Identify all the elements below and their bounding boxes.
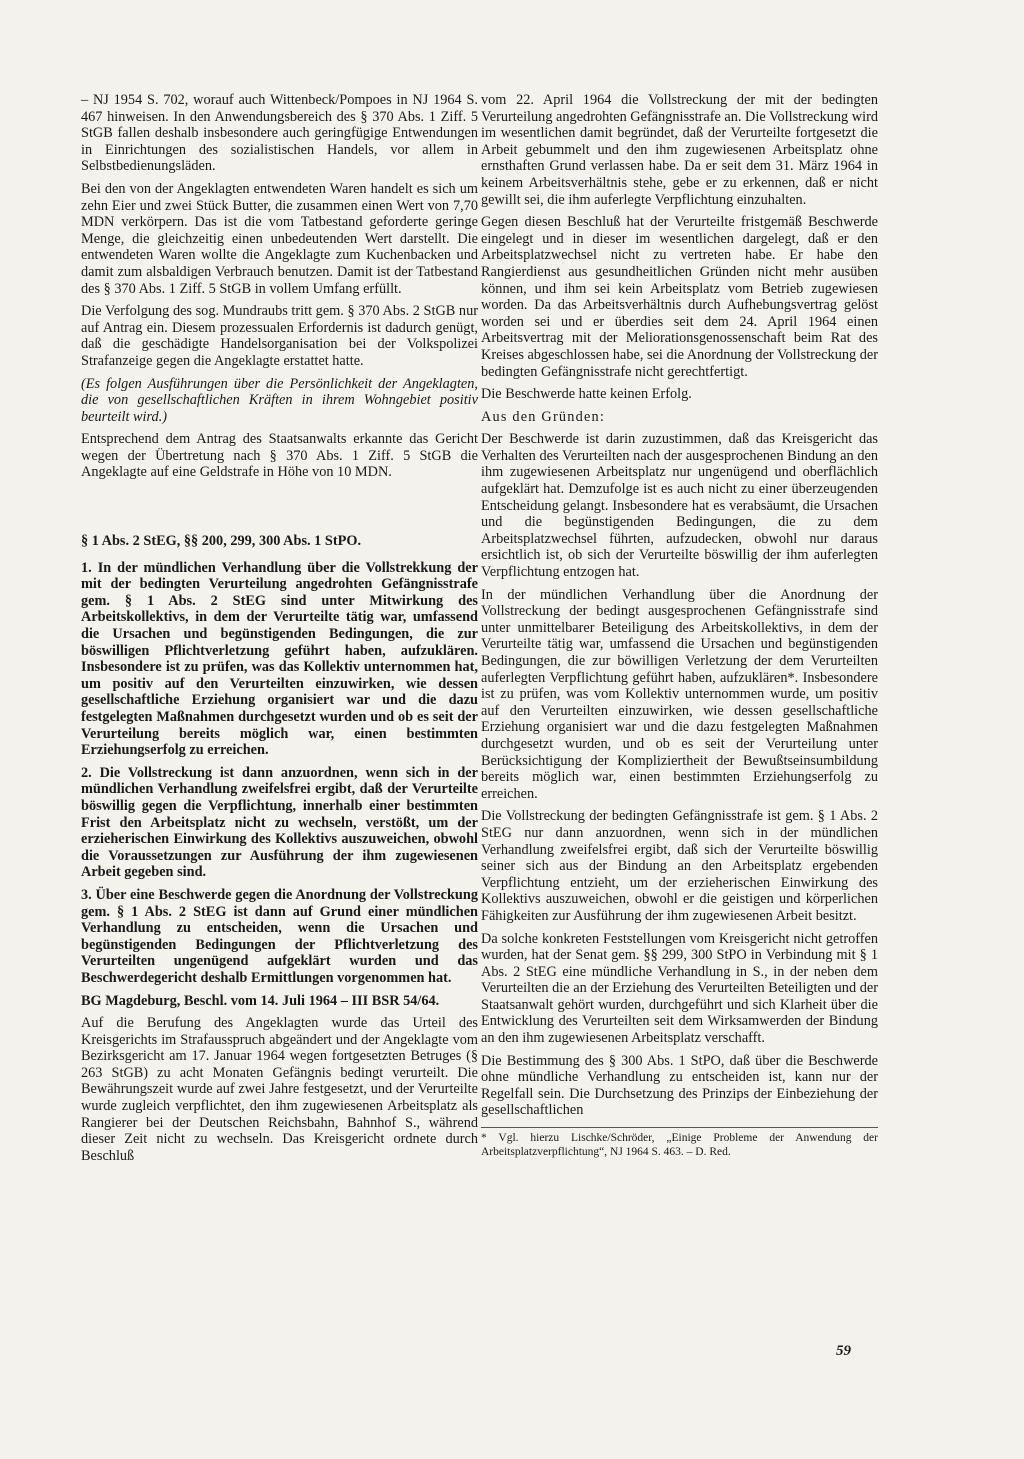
- paragraph: Bei den von der Angeklagten entwendeten Waren handelt es sich um zehn Eier und zwei Stück Butter, die zusammen einen Wert von 7,70 MDN verkörpern. Das ist die vom Tatbestand geforderte geringe Menge, die gleichzeitig einen unbedeutenden Wert darstellt. Die entwendeten Waren wollte die Angeklagte zum Kuchenbacken und damit zum alsbaldigen Verbrauch benutzen. Damit ist der Tatbestand des § 370 Abs. 1 Ziff. 5 StGB in vollem Umfang erfüllt.: [81, 180, 478, 297]
- footnote: [481, 1127, 878, 1159]
- reasons-heading: Aus den Gründen:: [481, 408, 606, 425]
- paragraph: In der mündlichen Verhandlung über die Anordnung der Vollstreckung der bedingt ausgesprochenen Gefängnisstrafe sind unter unmittelbarer Beteiligung des Arbeitskollektivs, in dem der Verurteilte tätig war, umfassend die Ursachen und begünstigenden Bedingungen, die zur böwilligen Verletzung der dem Verurteilten auferlegten Verpflichtung geführt haben, aufzuklären*. Insbesondere ist zu prüfen, was vom Kollektiv unternommen wurde, um positiv auf den Verurteilten einzuwirken, wie dessen gesellschaftliche Erziehung organisiert war und die dazu festgelegten Maßnahmen durchgesetzt wurden, und ob es seit der Verurteilung unter Berücksichtigung der Kompliziertheit der Bewußtseinsumbildung bereits möglich war, einen bestimmten Erziehungserfolg zu erreichen.: [481, 586, 878, 802]
- paragraph: Entsprechend dem Antrag des Staatsanwalts erkannte das Gericht wegen der Übertretung nach § 370 Abs. 1 Ziff. 5 StGB die Angeklagte auf eine Geldstrafe in Höhe von 10 MDN.: [81, 431, 478, 481]
- paragraph: Der Beschwerde ist darin zuzustimmen, daß das Kreisgericht das Verhalten des Verurteilten nach der ausgesprochenen Bindung an den ihm zugewiesenen Arbeitsplatz nur ungenügend und oberflächlich aufgeklärt hat. Demzufolge ist es auch nicht zu einer überzeugenden Entscheidung gelangt. Insbesondere hat es verabsäumt, die Ursachen und die begünstigenden Bedingungen, die zu dem Arbeitsplatzwechsel führten, aufzudecken, obwohl nur daraus ersichtlich ist, ob sich der Verurteilte böswillig der ihm auferlegten Verpflichtung entzogen hat.: [481, 431, 878, 581]
- right-column: [481, 92, 878, 1159]
- paragraph: Die Verfolgung des sog. Mundraubs tritt gem. § 370 Abs. 2 StGB nur auf Antrag ein. Diesem prozessualen Erfordernis ist dadurch genügt, daß die geschädigte Handelsorganisation bei der Volkspolizei Strafanzeige gegen die Angeklagte erstattet hatte.: [81, 303, 478, 369]
- paragraph: Gegen diesen Beschluß hat der Verurteilte fristgemäß Beschwerde eingelegt und in dieser im wesentlichen dargelegt, daß er den Arbeitsplatzwechsel nicht zu vertreten habe. Er habe den Rangierdienst aus gesundheitlichen Gründen nicht mehr ausüben können, und ihm sei kein Arbeitsplatz vom Betrieb zugewiesen worden. Da das Arbeitsverhältnis durch Aufhebungsvertrag gelöst worden sei und er überdies seit dem 24. April 1964 einen Arbeitsvertrag mit der Meliorationsgenossenschaft beim Rat des Kreises abgeschlossen habe, sei die Anordnung der Vollstreckung der bedingten Gefängnisstrafe nicht gerechtfertigt.: [481, 214, 878, 380]
- page-number: 59: [836, 1343, 851, 1359]
- paragraph: Da solche konkreten Feststellungen vom Kreisgericht nicht getroffen wurden, hat der Senat gem. §§ 299, 300 StPO in Verbindung mit § 1 Abs. 2 StEG eine mündliche Verhandlung in S., in der neben dem Verurteilten die an der Erziehung des Verurteilten Beteiligten und der Staatsanwalt gehört wurden, durchgeführt und sich Klarheit über die Entwicklung des Verurteilten seit dem Wirksamwerden der Bindung an den ihm zugewiesenen Arbeitsplatz verschafft.: [481, 930, 878, 1047]
- section-heading: § 1 Abs. 2 StEG, §§ 200, 299, 300 Abs. 1 StPO.: [81, 533, 362, 550]
- paragraph: 3. Über eine Beschwerde gegen die Anordnung der Vollstreckung gem. § 1 Abs. 2 StEG ist dann auf Grund einer mündlichen Verhandlung zu entscheiden, wenn die Ursachen und begünstigenden Bedingungen der Pflichtverletzung des Verurteilten ungenügend aufgeklärt wurden und das Beschwerdegericht deshalb Ermittlungen vorgenommen hat.: [81, 886, 478, 986]
- paragraph: Die Vollstreckung der bedingten Gefängnisstrafe ist gem. § 1 Abs. 2 StEG nur dann anzuordnen, wenn sich in der mündlichen Verhandlung zweifelsfrei ergibt, daß sich der Verurteilte böswillig seiner sich aus der Bindung an den Arbeitsplatz ergebenden Verpflichtung entzieht, um der erzieherischen Einwirkung des Kollektivs auszuweichen, obwohl er die geistigen und körperlichen Fähigkeiten zur Ausführung der ihm zugewiesenen Arbeit besitzt.: [481, 808, 878, 924]
- paragraph: Auf die Berufung des Angeklagten wurde das Urteil des Kreisgerichts im Strafausspruch abgeändert und der Angeklagte vom Bezirksgericht am 17. Januar 1964 wegen fortgesetzten Betruges (§ 263 StGB) zu acht Monaten Gefängnis bedingt verurteilt. Die Bewährungszeit wurde auf zwei Jahre festgesetzt, und der Verurteilte wurde zugleich verpflichtet, den ihm zugewiesenen Arbeitsplatz als Rangierer bei der Deutschen Reichsbahn, Bahnhof S., während dieser Zeit nicht zu wechseln. Das Kreisgericht ordnete durch Beschluß: [81, 1015, 478, 1164]
- paragraph: 1. In der mündlichen Verhandlung über die Vollstrekkung der mit der bedingten Verurteilung angedrohten Gefängnisstrafe gem. § 1 Abs. 2 StEG sind unter Mitwirkung des Arbeitskollektivs, in dem der Verurteilte tätig war, umfassend die Ursachen und begünstigenden Bedingungen, die zur böswilligen Pflichtverletzung geführt haben, aufzuklären. Insbesondere ist zu prüfen, was das Kollektiv unternommen hat, um positiv auf den Verurteilten einzuwirken, wie dessen gesellschaftliche Erziehung organisiert war und die dazu festgelegten Maßnahmen durchgesetzt wurden und ob es seit der Verurteilung bereits möglich war, einen bestimmten Erziehungserfolg zu erreichen.: [81, 559, 478, 759]
- paragraph: – NJ 1954 S. 702, worauf auch Wittenbeck/Pompoes in NJ 1964 S. 467 hinweisen. In den Anwendungsbereich des § 370 Abs. 1 Ziff. 5 StGB fallen deshalb insbesondere auch geringfügige Entwendungen in Einrichtungen des sozialistischen Handels, vor allem in Selbstbedienungsläden.: [81, 92, 478, 175]
- footnote-text: * Vgl. hierzu Lischke/Schröder, „Einige Probleme der Anwendung der Arbeitsplatzverpflichtung“, NJ 1964 S. 463. – D. Red.: [481, 1132, 878, 1158]
- paragraph: Die Beschwerde hatte keinen Erfolg.: [481, 386, 692, 403]
- court-citation: BG Magdeburg, Beschl. vom 14. Juli 1964 – III BSR 54/64.: [81, 992, 440, 1009]
- paragraph: vom 22. April 1964 die Vollstreckung der mit der bedingten Verurteilung angedrohten Gefängnisstrafe an. Die Vollstreckung wird im wesentlichen damit begründet, daß der Verurteilte fortgesetzt die Arbeit gebummelt und den ihm zugewiesenen Arbeitsplatz ohne ernsthaften Grund verlassen habe. Da er seit dem 31. März 1964 in keinem Arbeitsverhältnis stehe, gebe er zu erkennen, daß er nicht gewillt sei, die ihm auferlegte Verpflichtung einzuhalten.: [481, 92, 878, 208]
- paragraph: Die Bestimmung des § 300 Abs. 1 StPO, daß über die Beschwerde ohne mündliche Verhandlung zu entscheiden ist, kann nur der Regelfall sein. Die Durchsetzung des Prinzips der Einbeziehung der gesellschaftlichen: [481, 1052, 878, 1119]
- paragraph: (Es folgen Ausführungen über die Persönlichkeit der Angeklagten, die von gesellschaftlichen Kräften in ihrem Wohngebiet positiv beurteilt wird.): [81, 375, 478, 425]
- left-column: [81, 92, 478, 1170]
- paragraph: 2. Die Vollstreckung ist dann anzuordnen, wenn sich in der mündlichen Verhandlung zweifelsfrei ergibt, daß der Verurteilte böswillig gegen die Verpflichtung, innerhalb einer bestimmten Frist den Arbeitsplatz nicht zu wechseln, verstößt, um der erzieherischen Einwirkung des Kollektivs auszuweichen, obwohl die Voraussetzungen zur Ausführung der ihm zugewiesenen Arbeit gegeben sind.: [81, 764, 478, 881]
